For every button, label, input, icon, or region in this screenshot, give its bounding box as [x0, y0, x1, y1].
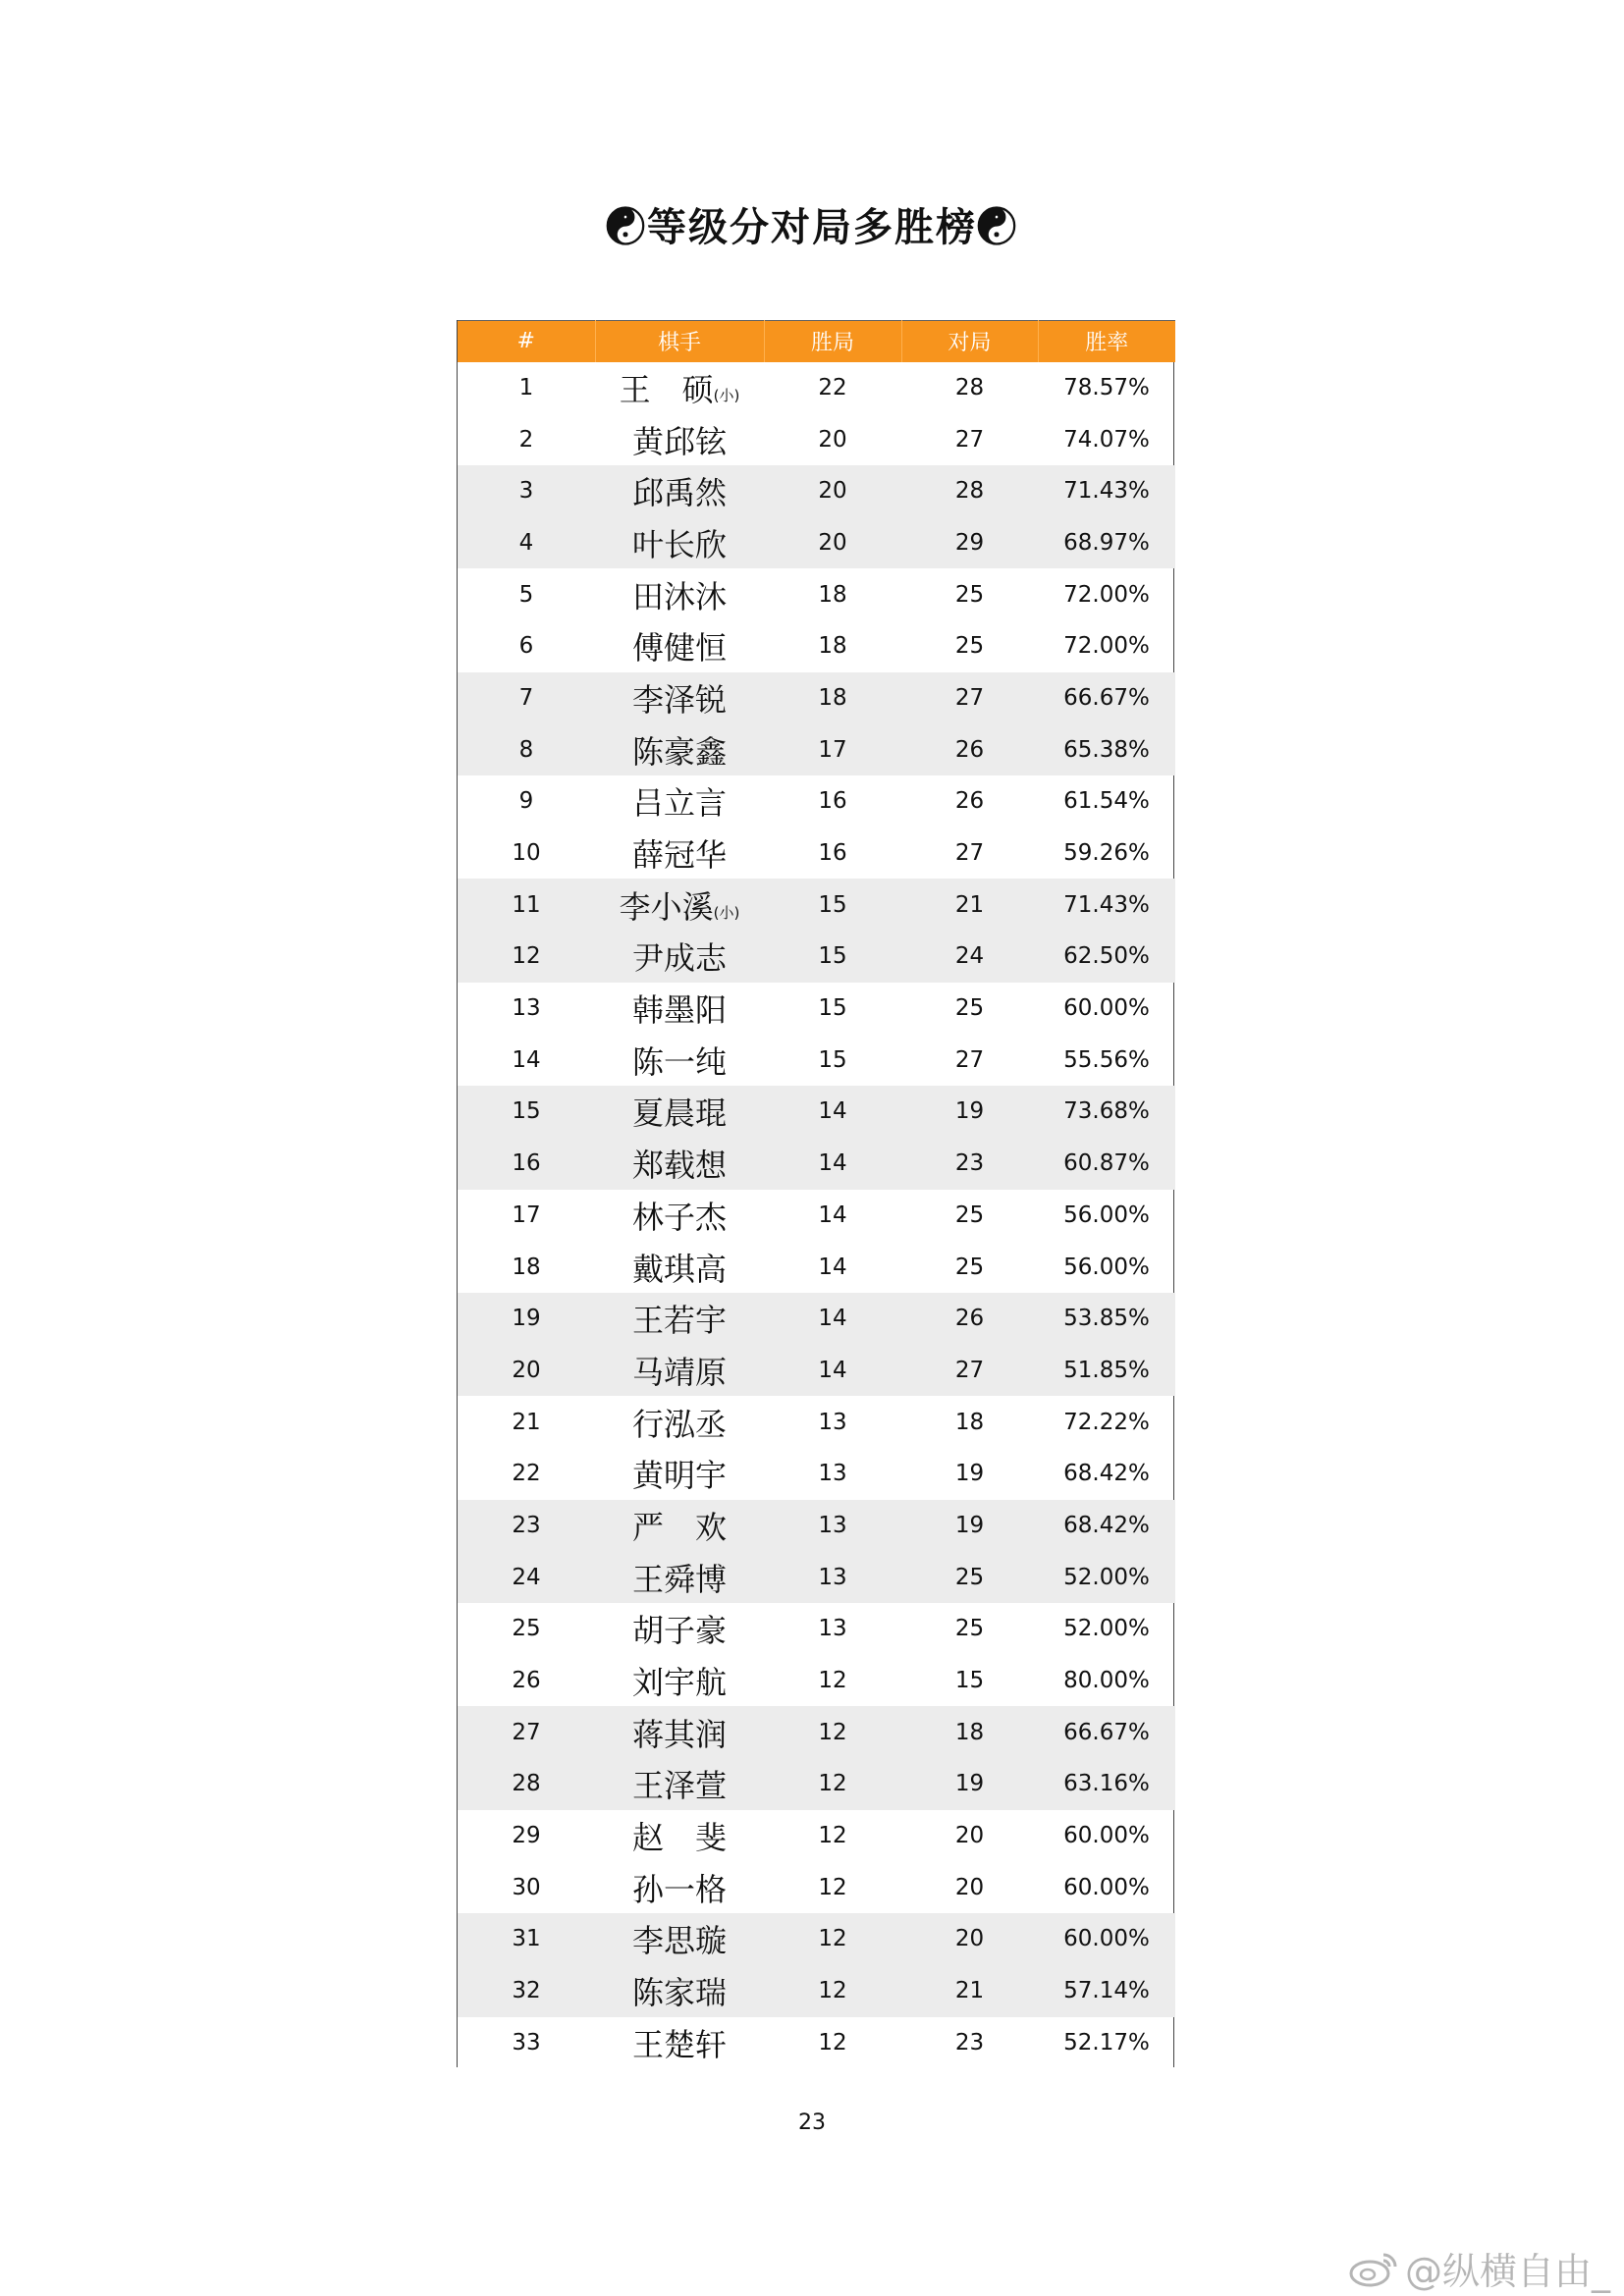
games-cell: 19	[954, 1461, 985, 1487]
rank-cell: 24	[512, 1564, 541, 1590]
wins-cell: 12	[818, 1926, 847, 1952]
wins-cell: 12	[818, 1719, 847, 1745]
wins-cell: 13	[818, 1512, 847, 1538]
table-row	[458, 775, 1175, 828]
games-cell: 19	[954, 1771, 985, 1797]
player-name: 行泓丞	[631, 1405, 727, 1443]
rank-cell: 26	[512, 1668, 541, 1694]
table-header-row	[458, 321, 1175, 362]
table-row	[458, 828, 1175, 880]
player-name: 李思璇	[631, 1922, 727, 1960]
wins-cell: 14	[818, 1357, 847, 1383]
rank-cell: 32	[512, 1978, 541, 2004]
player-name-cell	[595, 1138, 764, 1190]
player-name: 马靖原	[631, 1353, 727, 1391]
wins-cell: 14	[818, 1150, 847, 1177]
table-row	[458, 568, 1175, 620]
win-rate-cell: 61.54%	[1063, 788, 1150, 815]
rank-cell: 9	[518, 788, 534, 815]
table-row	[458, 879, 1175, 931]
player-name: 胡子豪	[631, 1612, 727, 1650]
page-number: 23	[798, 2110, 826, 2135]
player-name-cell	[595, 1241, 764, 1293]
rank-cell: 10	[512, 840, 541, 867]
player-name-cell	[595, 672, 764, 724]
player-name: 叶长欣	[631, 525, 727, 563]
games-cell: 21	[954, 1978, 985, 2004]
rank-cell: 2	[518, 426, 534, 453]
win-rate-cell: 72.00%	[1063, 581, 1150, 608]
games-cell: 20	[954, 1926, 985, 1952]
table-row	[458, 1965, 1175, 2017]
rank-cell: 25	[512, 1616, 541, 1642]
wins-cell: 15	[818, 943, 847, 970]
table-row	[458, 1603, 1175, 1655]
rank-cell: 14	[512, 1046, 541, 1073]
win-rate-cell: 73.68%	[1063, 1098, 1150, 1125]
win-rate-cell: 63.16%	[1063, 1771, 1150, 1797]
table-row	[458, 1345, 1175, 1397]
table-row	[458, 1706, 1175, 1758]
player-name-cell	[595, 983, 764, 1035]
win-rate-cell: 72.00%	[1063, 633, 1150, 660]
player-name: 严 欢	[631, 1508, 727, 1546]
player-name: 孙一格	[631, 1870, 727, 1908]
win-rate-cell: 68.42%	[1063, 1461, 1150, 1487]
player-name-cell	[595, 1190, 764, 1242]
table-row	[458, 1861, 1175, 1913]
table-row	[458, 1551, 1175, 1603]
player-name: 李泽锐	[631, 680, 727, 719]
games-cell: 29	[954, 529, 985, 556]
rank-cell: 28	[512, 1771, 541, 1797]
win-rate-cell: 53.85%	[1063, 1306, 1150, 1332]
games-cell: 25	[954, 633, 985, 660]
win-rate-cell: 65.38%	[1063, 736, 1150, 763]
games-cell: 25	[954, 1564, 985, 1590]
player-name: 王楚轩	[631, 2025, 727, 2063]
win-rate-cell: 59.26%	[1063, 840, 1150, 867]
rank-cell: 7	[518, 684, 534, 711]
games-cell: 18	[954, 1719, 985, 1745]
win-rate-cell: 68.42%	[1063, 1512, 1150, 1538]
player-name: 邱禹然	[631, 474, 727, 512]
rank-cell: 11	[512, 891, 541, 918]
ranking-table	[457, 320, 1174, 2067]
rank-cell: 12	[512, 943, 541, 970]
table-row	[458, 1448, 1175, 1500]
win-rate-cell: 60.00%	[1063, 1874, 1150, 1900]
games-cell: 27	[954, 426, 985, 453]
player-name-cell	[595, 517, 764, 569]
player-name: 赵 斐	[631, 1819, 727, 1857]
wins-cell: 12	[818, 1978, 847, 2004]
win-rate-cell: 62.50%	[1063, 943, 1150, 970]
games-cell: 20	[954, 1823, 985, 1849]
win-rate-cell: 66.67%	[1063, 1719, 1150, 1745]
wins-cell: 15	[818, 1046, 847, 1073]
table-row	[458, 2017, 1175, 2069]
win-rate-cell: 72.22%	[1063, 1409, 1150, 1435]
player-name: 田沐沐	[631, 577, 727, 615]
player-name-cell	[595, 1293, 764, 1345]
table-row	[458, 1913, 1175, 1965]
player-name-cell	[595, 568, 764, 620]
wins-cell: 12	[818, 1668, 847, 1694]
player-name-cell	[595, 2017, 764, 2069]
games-cell: 25	[954, 1616, 985, 1642]
player-name: 尹成志	[631, 939, 727, 978]
wins-cell: 14	[818, 1306, 847, 1332]
wins-cell: 17	[818, 736, 847, 763]
win-rate-cell: 56.00%	[1063, 1201, 1150, 1228]
rank-cell: 23	[512, 1512, 541, 1538]
win-rate-cell: 80.00%	[1063, 1668, 1150, 1694]
player-name-cell	[595, 362, 764, 414]
player-name: 王舜博	[631, 1560, 727, 1598]
table-row	[458, 983, 1175, 1035]
rank-cell: 20	[512, 1357, 541, 1383]
player-name-cell	[595, 775, 764, 828]
player-name-cell	[595, 1345, 764, 1397]
win-rate-cell: 56.00%	[1063, 1254, 1150, 1280]
rank-cell: 17	[512, 1201, 541, 1228]
table-row	[458, 1034, 1175, 1086]
player-name-cell	[595, 1086, 764, 1138]
table-row	[458, 1190, 1175, 1242]
player-name-cell	[595, 1448, 764, 1500]
wins-cell: 14	[818, 1201, 847, 1228]
rank-cell: 18	[512, 1254, 541, 1280]
player-name: 陈一纯	[631, 1042, 727, 1081]
wins-cell: 14	[818, 1098, 847, 1125]
player-name-cell	[595, 413, 764, 465]
table-row	[458, 362, 1175, 414]
player-name: 吕立言	[631, 784, 727, 823]
games-cell: 27	[954, 684, 985, 711]
player-name-cell	[595, 1810, 764, 1862]
player-name: 薛冠华	[631, 836, 727, 875]
header-rank: #	[458, 321, 595, 362]
rank-cell: 5	[518, 581, 534, 608]
table-row	[458, 931, 1175, 983]
rank-cell: 19	[512, 1306, 541, 1332]
wins-cell: 12	[818, 1874, 847, 1900]
table-row	[458, 1138, 1175, 1190]
wins-cell: 15	[818, 995, 847, 1022]
player-name-cell	[595, 879, 764, 931]
player-name: 郑载想	[631, 1147, 727, 1185]
player-name: 黄邱铉	[631, 422, 727, 460]
wins-cell: 20	[818, 478, 847, 505]
rank-cell: 13	[512, 995, 541, 1022]
player-name-cell	[595, 1706, 764, 1758]
rank-cell: 8	[518, 736, 534, 763]
wins-cell: 12	[818, 1771, 847, 1797]
table-row	[458, 1293, 1175, 1345]
weibo-logo-icon	[1348, 2249, 1399, 2288]
games-cell: 27	[954, 1046, 985, 1073]
games-cell: 28	[954, 478, 985, 505]
wins-cell: 16	[818, 840, 847, 867]
player-name: 刘宇航	[631, 1664, 727, 1702]
wins-cell: 13	[818, 1461, 847, 1487]
player-name-cell	[595, 1500, 764, 1552]
rank-cell: 22	[512, 1461, 541, 1487]
win-rate-cell: 66.67%	[1063, 684, 1150, 711]
wins-cell: 13	[818, 1616, 847, 1642]
games-cell: 18	[954, 1409, 985, 1435]
games-cell: 25	[954, 1201, 985, 1228]
player-name: 黄明宇	[631, 1457, 727, 1495]
rank-cell: 33	[512, 2029, 541, 2056]
wins-cell: 13	[818, 1564, 847, 1590]
player-name-cell	[595, 1655, 764, 1707]
player-name-cell	[595, 828, 764, 880]
header-win-rate: 胜率	[1085, 331, 1129, 356]
wins-cell: 12	[818, 1823, 847, 1849]
rank-cell: 4	[518, 529, 534, 556]
player-name-cell	[595, 1965, 764, 2017]
wins-cell: 18	[818, 581, 847, 608]
page-title: ☯等级分对局多胜榜☯	[606, 204, 1018, 250]
player-note: (小)	[713, 903, 740, 922]
rank-cell: 15	[512, 1098, 541, 1125]
player-name: 陈家瑞	[631, 1974, 727, 2012]
rank-cell: 30	[512, 1874, 541, 1900]
player-name: 王泽萱	[631, 1767, 727, 1805]
watermark-text: @纵横自由_	[1404, 2250, 1610, 2293]
player-name: 夏晨琨	[631, 1095, 727, 1133]
player-name-cell	[595, 465, 764, 517]
table-row	[458, 1396, 1175, 1448]
rank-cell: 31	[512, 1926, 541, 1952]
table-row	[458, 1241, 1175, 1293]
wins-cell: 14	[818, 1254, 847, 1280]
wins-cell: 12	[818, 2029, 847, 2056]
rank-cell: 21	[512, 1409, 541, 1435]
win-rate-cell: 57.14%	[1063, 1978, 1150, 2004]
rank-cell: 6	[518, 633, 534, 660]
win-rate-cell: 52.17%	[1063, 2029, 1150, 2056]
win-rate-cell: 71.43%	[1063, 891, 1150, 918]
table-row	[458, 723, 1175, 775]
games-cell: 21	[954, 891, 985, 918]
table-row	[458, 672, 1175, 724]
table-row	[458, 413, 1175, 465]
table-row	[458, 1655, 1175, 1707]
player-name-cell	[595, 1913, 764, 1965]
win-rate-cell: 51.85%	[1063, 1357, 1150, 1383]
table-row	[458, 1500, 1175, 1552]
win-rate-cell: 60.00%	[1063, 1823, 1150, 1849]
win-rate-cell: 78.57%	[1063, 374, 1150, 400]
header-wins: 胜局	[764, 321, 901, 362]
player-name: 李小溪	[619, 887, 714, 926]
player-name-cell	[595, 620, 764, 672]
table-row	[458, 1758, 1175, 1810]
win-rate-cell: 55.56%	[1063, 1046, 1150, 1073]
table-row	[458, 1810, 1175, 1862]
player-name-cell	[595, 1758, 764, 1810]
player-name: 傅健恒	[631, 629, 727, 667]
player-name: 陈豪鑫	[631, 732, 727, 771]
win-rate-cell: 52.00%	[1063, 1616, 1150, 1642]
table-row	[458, 465, 1175, 517]
table-row	[458, 517, 1175, 569]
rank-cell: 27	[512, 1719, 541, 1745]
player-name: 韩墨阳	[631, 991, 727, 1030]
wins-cell: 13	[818, 1409, 847, 1435]
watermark	[1348, 2241, 1610, 2295]
games-cell: 27	[954, 840, 985, 867]
player-name-cell	[595, 1603, 764, 1655]
header-player: 棋手	[595, 321, 764, 362]
table-row	[458, 1086, 1175, 1138]
win-rate-cell: 52.00%	[1063, 1564, 1150, 1590]
win-rate-cell: 60.87%	[1063, 1150, 1150, 1177]
wins-cell: 20	[818, 529, 847, 556]
wins-cell: 16	[818, 788, 847, 815]
player-name: 王若宇	[631, 1302, 727, 1340]
win-rate-cell: 74.07%	[1063, 426, 1150, 453]
player-name: 戴琪高	[631, 1250, 727, 1288]
wins-cell: 18	[818, 633, 847, 660]
games-cell: 15	[954, 1668, 985, 1694]
player-name: 蒋其润	[631, 1715, 727, 1753]
games-cell: 20	[954, 1874, 985, 1900]
rank-cell: 16	[512, 1150, 541, 1177]
header-games: 对局	[901, 321, 1038, 362]
rank-cell: 1	[518, 374, 534, 400]
rank-cell: 3	[518, 478, 534, 505]
wins-cell: 20	[818, 426, 847, 453]
games-cell: 27	[954, 1357, 985, 1383]
player-name-cell	[595, 931, 764, 983]
wins-cell: 22	[818, 374, 847, 400]
rank-cell: 29	[512, 1823, 541, 1849]
player-name-cell	[595, 1551, 764, 1603]
games-cell: 26	[954, 788, 985, 815]
player-name-cell	[595, 1396, 764, 1448]
win-rate-cell: 60.00%	[1063, 995, 1150, 1022]
player-note: (小)	[713, 386, 740, 404]
games-cell: 23	[954, 1150, 985, 1177]
games-cell: 25	[954, 995, 985, 1022]
player-name: 林子杰	[631, 1198, 727, 1236]
games-cell: 24	[954, 943, 985, 970]
games-cell: 19	[954, 1512, 985, 1538]
wins-cell: 18	[818, 684, 847, 711]
player-name-cell	[595, 723, 764, 775]
player-name: 王 硕	[619, 370, 714, 408]
win-rate-cell: 68.97%	[1063, 529, 1150, 556]
win-rate-cell: 60.00%	[1063, 1926, 1150, 1952]
wins-cell: 15	[818, 891, 847, 918]
games-cell: 19	[954, 1098, 985, 1125]
games-cell: 23	[954, 2029, 985, 2056]
player-name-cell	[595, 1034, 764, 1086]
games-cell: 25	[954, 581, 985, 608]
win-rate-cell: 71.43%	[1063, 478, 1150, 505]
games-cell: 26	[954, 1306, 985, 1332]
games-cell: 25	[954, 1254, 985, 1280]
table-row	[458, 620, 1175, 672]
games-cell: 28	[954, 374, 985, 400]
player-name-cell	[595, 1861, 764, 1913]
games-cell: 26	[954, 736, 985, 763]
